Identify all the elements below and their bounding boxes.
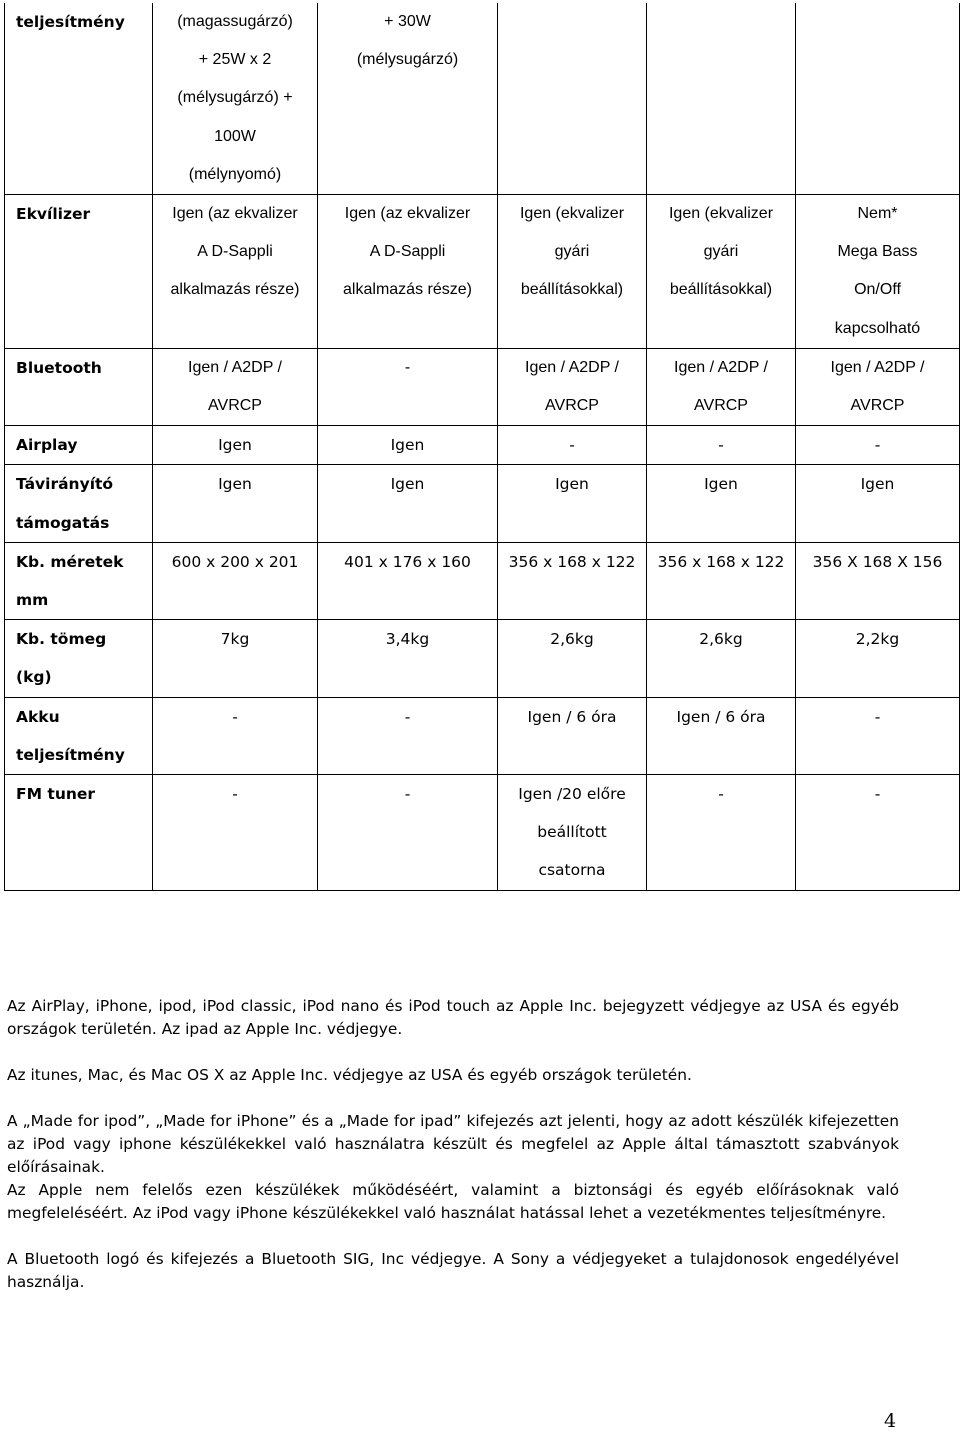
row-label-cell (5, 620, 153, 697)
row-label: Kb. tömeg (16, 630, 107, 649)
cell-text: - (874, 785, 881, 804)
cell-text: + 30W (384, 13, 431, 30)
table-cell (153, 697, 318, 774)
cell-text: A D-Sappli (369, 243, 446, 261)
paragraph-gap (7, 1225, 899, 1248)
table-row (5, 542, 960, 619)
cell-text: Igen (218, 436, 252, 455)
table-row (5, 426, 960, 465)
table-cell (796, 697, 960, 774)
row-label: (kg) (16, 668, 52, 687)
cell-text: A D-Sappli (197, 243, 273, 261)
cell-text: 356 X 168 X 156 (812, 552, 943, 571)
row-label-cell (5, 697, 153, 774)
table-cell (796, 465, 960, 542)
table-cell (153, 620, 318, 697)
note-paragraph: Az Apple nem felelős ezen készülékek működéséért, valamint a biztonsági és egyéb előírásoknak való megfeleléséért. Az iPod vagy iPhone készülékekkel való használat hatással lehet a vezetékmentes teljesítményre. (7, 1181, 899, 1222)
row-label: teljesítmény (16, 745, 125, 764)
table-cell (153, 195, 318, 349)
table-cell (498, 620, 647, 697)
cell-text: Igen / 6 óra (676, 707, 766, 726)
table-cell (498, 3, 647, 195)
table-row (5, 465, 960, 542)
table-cell (318, 542, 498, 619)
cell-text: + 25W x 2 (198, 51, 272, 69)
cell-text: - (404, 358, 411, 376)
cell-text: Igen / A2DP / (674, 358, 768, 376)
cell-text: gyári (703, 243, 739, 261)
table-cell (153, 426, 318, 465)
cell-text: Mega Bass (837, 243, 918, 261)
table-cell (796, 195, 960, 349)
cell-text: 401 x 176 x 160 (344, 552, 471, 571)
table-cell (647, 620, 796, 697)
table-cell (498, 697, 647, 774)
cell-text: AVRCP (694, 397, 748, 415)
table-cell (796, 620, 960, 697)
cell-text: (mélysugárzó) + (177, 89, 293, 107)
cell-text: 2,6kg (550, 630, 594, 649)
table-cell (498, 348, 647, 425)
cell-text: Igen / A2DP / (525, 358, 619, 376)
table-cell (318, 426, 498, 465)
row-label: Távirányító (16, 475, 114, 494)
cell-text: 100W (214, 127, 256, 145)
cell-text: (mélysugárzó) (356, 51, 459, 69)
table-cell (318, 697, 498, 774)
table-row (5, 348, 960, 425)
row-label-cell (5, 426, 153, 465)
row-label: Airplay (16, 436, 78, 455)
cell-text: Nem* (857, 205, 898, 223)
table-row (5, 620, 960, 697)
page-number: 4 (884, 1410, 897, 1432)
table-cell (498, 775, 647, 891)
table-cell (318, 195, 498, 349)
table-cell (318, 348, 498, 425)
cell-text: 356 x 168 x 122 (657, 552, 785, 571)
cell-text: Igen /20 előre (518, 785, 626, 804)
row-label-cell (5, 775, 153, 891)
cell-text: On/Off (854, 281, 901, 299)
cell-text: alkalmazás része) (170, 281, 300, 299)
table-cell (498, 542, 647, 619)
cell-text: - (718, 785, 724, 804)
table-row (5, 195, 960, 349)
row-label-cell (5, 348, 153, 425)
specifications-table (4, 3, 960, 891)
table-cell (647, 542, 796, 619)
row-label: Ekvílizer (16, 205, 91, 224)
table-row (5, 697, 960, 774)
table-cell (498, 465, 647, 542)
table-cell (318, 3, 498, 195)
table-cell (647, 775, 796, 891)
cell-text: Igen (az ekvalizer (344, 205, 471, 223)
cell-text: - (874, 436, 881, 455)
cell-text: csatorna (538, 861, 606, 880)
cell-text: - (874, 707, 881, 726)
cell-text: Igen (555, 475, 589, 494)
cell-text: - (404, 707, 411, 726)
cell-text: Igen (390, 475, 425, 494)
cell-text: Igen (ekvalizer (668, 205, 774, 223)
table-cell (498, 426, 647, 465)
cell-text: alkalmazás része) (343, 281, 472, 299)
table-cell (647, 348, 796, 425)
cell-text: 7kg (220, 630, 250, 649)
cell-text: (magassugárzó) (177, 13, 293, 30)
cell-text: - (232, 785, 238, 804)
table-cell (647, 195, 796, 349)
table-cell (318, 465, 498, 542)
cell-text: Igen (az ekvalizer (172, 205, 298, 223)
cell-text: kapcsolható (834, 319, 921, 337)
row-label-cell (5, 542, 153, 619)
cell-text: Igen (860, 475, 895, 494)
row-label: mm (16, 591, 49, 610)
table-row (5, 3, 960, 195)
table-cell (647, 465, 796, 542)
table-cell (796, 3, 960, 195)
row-label-cell (5, 195, 153, 349)
row-label-cell (5, 3, 153, 195)
cell-text: Igen (ekvalizer (519, 205, 625, 223)
cell-text: - (718, 436, 724, 455)
cell-text: 2,6kg (699, 630, 743, 649)
cell-text: beállításokkal) (520, 281, 624, 299)
cell-text: beállított (537, 823, 607, 842)
table-row (5, 775, 960, 891)
row-label-cell (5, 465, 153, 542)
row-label: Akku (16, 707, 60, 726)
cell-text: 600 x 200 x 201 (171, 552, 299, 571)
note-paragraph: A „Made for ipod”, „Made for iPhone” és a „Made for ipad” kifejezés azt jelenti, hogy az adott készülék kifejezetten az iPod vagy iphone készülékekkel való használatra készült és megfelel az Apple által támasztott szabványok előírásainak. (7, 1112, 899, 1176)
cell-text: 356 x 168 x 122 (508, 552, 636, 571)
table-cell (647, 426, 796, 465)
table-cell (796, 348, 960, 425)
cell-text: - (569, 436, 575, 455)
row-label: teljesítmény (16, 13, 125, 31)
table-cell (153, 348, 318, 425)
table-cell (796, 426, 960, 465)
cell-text: Igen / A2DP / (188, 358, 282, 376)
cell-text: Igen (390, 436, 425, 455)
table-cell (153, 542, 318, 619)
row-label: támogatás (16, 513, 110, 532)
row-label: Kb. méretek (16, 552, 124, 571)
table-cell (318, 620, 498, 697)
row-label: Bluetooth (16, 358, 102, 377)
cell-text: 2,2kg (855, 630, 900, 649)
cell-text: AVRCP (545, 397, 599, 415)
table-cell (498, 195, 647, 349)
cell-text: - (232, 707, 238, 726)
cell-text: gyári (554, 243, 590, 261)
cell-text: AVRCP (208, 397, 262, 415)
cell-text: - (404, 785, 411, 804)
cell-text: Igen (704, 475, 738, 494)
table-cell (796, 542, 960, 619)
table-cell (796, 775, 960, 891)
cell-text: beállításokkal) (669, 281, 773, 299)
cell-text: (mélynyomó) (188, 165, 282, 183)
paragraph-gap (7, 1041, 899, 1064)
note-paragraph: Az AirPlay, iPhone, ipod, iPod classic, iPod nano és iPod touch az Apple Inc. bejegyzett védjegye az USA és egyéb országok területén. Az ipad az Apple Inc. védjegye. (7, 997, 899, 1038)
table-cell (153, 775, 318, 891)
cell-text: Igen / 6 óra (527, 707, 617, 726)
table-cell (318, 775, 498, 891)
cell-text: Igen (218, 475, 252, 494)
cell-text: AVRCP (850, 397, 905, 415)
trademark-notes (7, 995, 899, 1294)
row-label: FM tuner (16, 785, 96, 804)
cell-text: 3,4kg (385, 630, 430, 649)
cell-text: Igen / A2DP / (830, 358, 925, 376)
table-cell (647, 697, 796, 774)
table-cell (647, 3, 796, 195)
note-paragraph: A Bluetooth logó és kifejezés a Bluetooth SIG, Inc védjegye. A Sony a védjegyeket a tulajdonosok engedélyével használja. (7, 1250, 899, 1291)
note-paragraph: Az itunes, Mac, és Mac OS X az Apple Inc. védjegye az USA és egyéb országok területén. (7, 1066, 692, 1084)
paragraph-gap (7, 1087, 899, 1110)
table-cell (153, 3, 318, 195)
table-cell (153, 465, 318, 542)
